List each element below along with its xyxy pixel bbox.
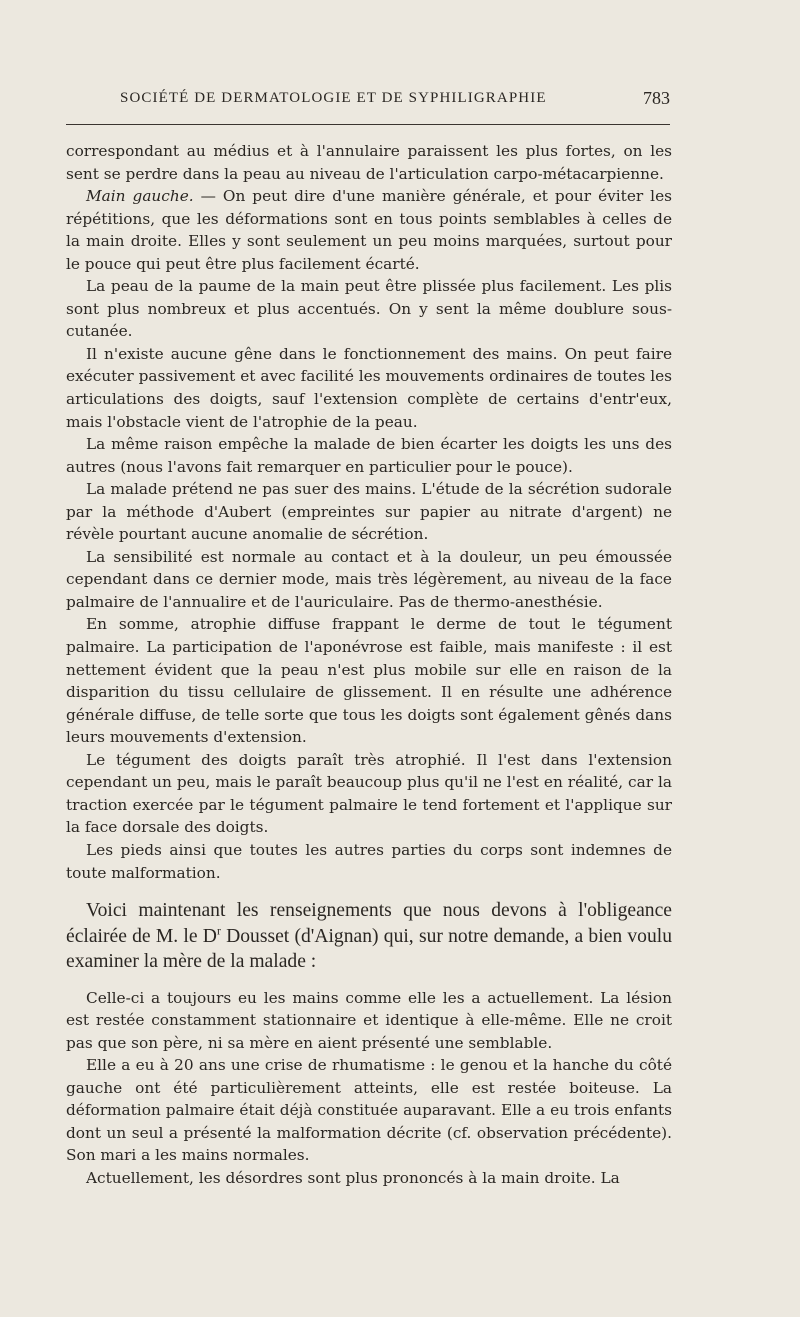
large-paragraph: [66, 898, 672, 975]
paragraph: Celle-ci a toujours eu les mains comme elle les a actuellement. La lésion est restée constamment stationnaire et identique à elle-même. Elle ne croit pas que son père, ni sa mère en aient présenté une semblable.: [66, 988, 672, 1052]
paragraph: Il n'existe aucune gêne dans le fonctionnement des mains. On peut faire exécuter passivement et avec facilité les mouvements ordinaires de toutes les articulations des doigts, sauf l'extension complète de certains d'entr'eux, mais l'obstacle vient de l'atrophie de la peau.: [66, 344, 672, 431]
running-head: [66, 88, 670, 114]
large-paragraph-text-end: Dousset (d'Aignan) qui, sur notre demande, a bien voulu examiner la mère de la malade :: [66, 925, 673, 973]
paragraph: Elle a eu à 20 ans une crise de rhumatisme : le genou et la hanche du côté gauche ont été particulièrement atteints, elle est restée boiteuse. La déformation palmaire était déjà constituée auparavant. Elle a eu trois enfants dont un seul a présenté la malformation décrite (cf. observation précédente). Son mari a les mains normales.: [66, 1056, 672, 1165]
paragraph: La même raison empêche la malade de bien écarter les doigts les uns des autres (nous l'avons fait remarquer en particulier pour le pouce).: [66, 435, 672, 476]
page-number: 783: [643, 88, 670, 108]
header-rule: [66, 124, 670, 125]
paragraph: Les pieds ainsi que toutes les autres parties du corps sont indemnes de toute malformation.: [66, 840, 672, 882]
large-paragraph-text: Voici maintenant les renseignements que nous devons à l'obligeance éclairée de M. le D: [66, 900, 672, 947]
paragraph: Actuellement, les désordres sont plus prononcés à la main droite. La: [86, 1168, 620, 1187]
page-body: [66, 140, 672, 1189]
paragraph: En somme, atrophie diffuse frappant le derme de tout le tégument palmaire. La participation de l'aponévrose est faible, mais manifeste : il est nettement évident que la peau n'est plus mobile sur elle en raison de la disparition du tissu cellulaire de glissement. Il en résulte une adhérence générale diffuse, de telle sorte que tous les doigts sont également gênés dans leurs mouvements d'extension.: [66, 615, 672, 747]
paragraph: La sensibilité est normale au contact et à la douleur, un peu émoussée cependant dans ce dernier mode, mais très légèrement, au niveau de la face palmaire de l'annualire et de l'auriculaire. Pas de thermo-anesthésie.: [66, 547, 672, 611]
paragraph-text: On peut dire d'une manière générale, et pour éviter les répétitions, que les déformations sont en tous points semblables à celles de la main droite. Elles y sont seulement un peu moins marquées, surtout pour le pouce qui peut être plus facilement écarté.: [66, 187, 672, 273]
paragraph-main-gauche: [66, 185, 672, 275]
paragraph: La malade prétend ne pas suer des mains. L'étude de la sécrétion sudorale par la méthode d'Aubert (empreintes sur papier au nitrate d'argent) ne révèle pourtant aucune anomalie de sécrétion.: [66, 480, 672, 544]
paragraph: La peau de la paume de la main peut être plissée plus facilement. Les plis sont plus nombreux et plus accentués. On y sent la même doublure sous-cutanée.: [66, 277, 672, 341]
section-label: Main gauche.: [86, 187, 194, 206]
paragraph: correspondant au médius et à l'annulaire paraissent les plus fortes, on les sent se perdre dans la peau au niveau de l'articulation carpo-métacarpienne.: [66, 142, 672, 183]
paragraph: Le tégument des doigts paraît très atrophié. Il l'est dans l'extension cependant un peu, mais le paraît beaucoup plus qu'il ne l'est en réalité, car la traction exercée par le tégument palmaire le tend fortement et l'applique sur la face dorsale des doigts.: [66, 750, 672, 837]
running-head-title: SOCIÉTÉ DE DERMATOLOGIE ET DE SYPHILIGRAPHIE: [120, 90, 547, 106]
superscript: r: [216, 924, 221, 938]
dash: —: [193, 187, 223, 206]
